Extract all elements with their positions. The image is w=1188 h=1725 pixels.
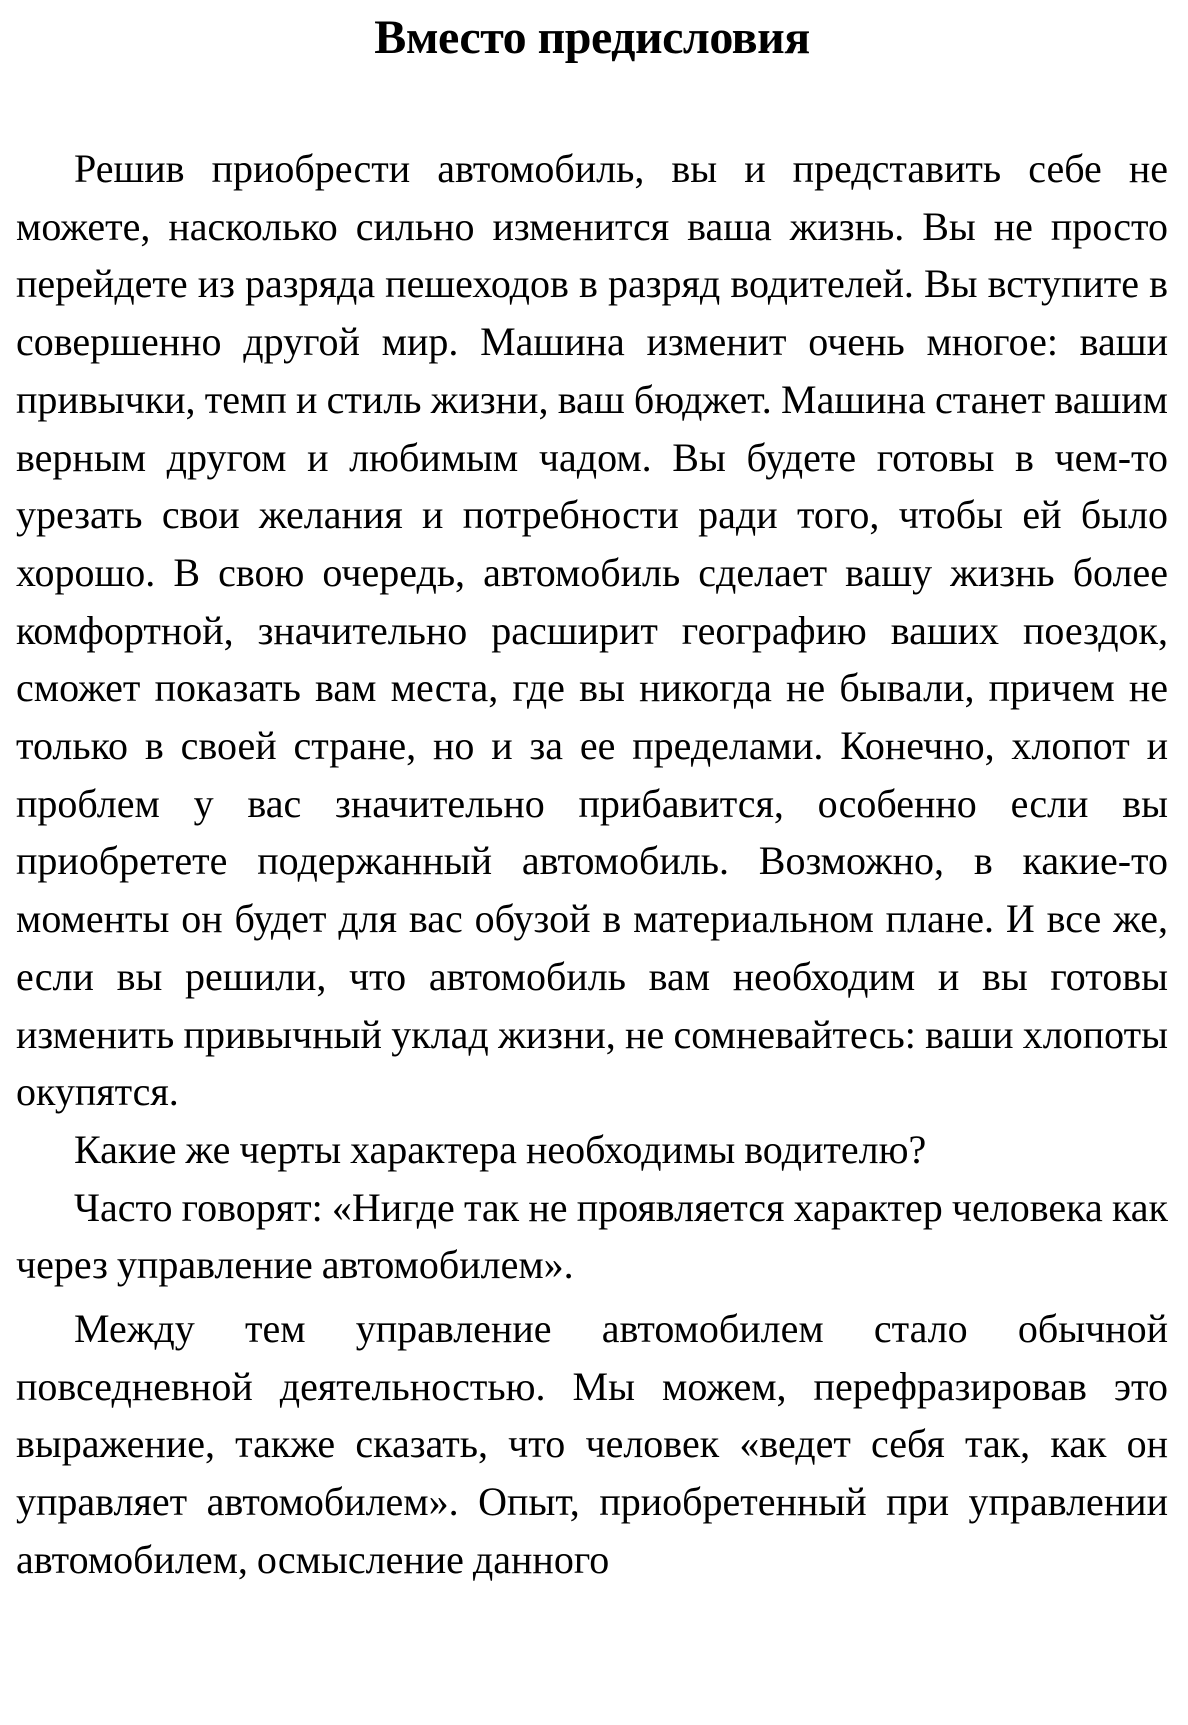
paragraph-quote: Часто говорят: «Нигде так не проявляется характер человека как через управление автомобилем». <box>16 1184 1168 1288</box>
book-page <box>16 0 1168 1725</box>
chapter-body <box>16 140 1168 1589</box>
paragraph-continuation: Между тем управление автомобилем стало обычной повседневной деятельностью. Мы можем, перефразировав это выражение, также сказать, что человек «ведет себя так, как он управляет автомобилем». Опыт, приобретенный при управлении автомобилем, осмысление данного <box>16 1306 1168 1582</box>
paragraph-intro: Решив приобрести автомобиль, вы и представить себе не можете, насколько сильно изменится ваша жизнь. Вы не просто перейдете из разряда пешеходов в разряд водителей. Вы вступите в совершенно другой мир. Машина изменит очень многое: ваши привычки, темп и стиль жизни, ваш бюджет. Машина станет вашим верным другом и любимым чадом. Вы будете готовы в чем-то урезать свои желания и потребности ради того, чтобы ей было хорошо. В свою очередь, автомобиль сделает вашу жизнь более комфортной, значительно расширит географию ваших поездок, сможет показать вам места, где вы никогда не бывали, причем не только в своей стране, но и за ее пределами. Конечно, хлопот и проблем у вас значительно прибавится, особенно если вы приобретете подержанный автомобиль. Возможно, в какие-то моменты он будет для вас обузой в материальном плане. И все же, если вы решили, что автомобиль вам необходим и вы готовы изменить привычный уклад жизни, не сомневайтесь: ваши хлопоты окупятся. <box>16 146 1168 1115</box>
chapter-title: Вместо предисловия <box>374 11 810 64</box>
paragraph-question: Какие же черты характера необходимы водителю? <box>74 1126 927 1172</box>
